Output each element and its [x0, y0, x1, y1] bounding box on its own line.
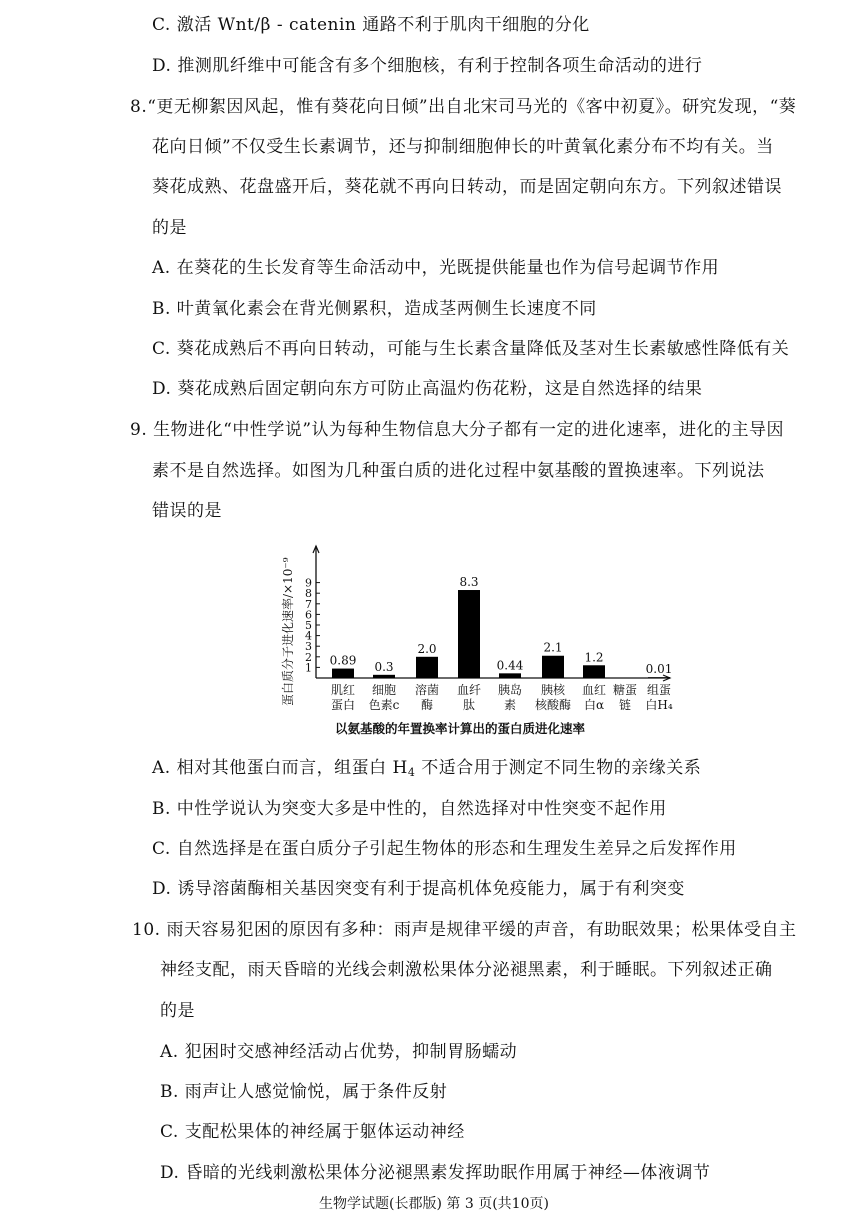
y-tick-label: 7: [305, 597, 312, 611]
y-tick-label: 6: [305, 608, 312, 622]
q9-stem: 错误的是: [152, 501, 222, 521]
q9-option-c: C. 自然选择是在蛋白质分子引起生物体的形态和生理发生差异之后发挥作用: [152, 839, 737, 859]
category-label: 组蛋: [646, 683, 672, 697]
q8-stem: 8.“更无柳絮因风起，惟有葵花向日倾”出自北宋司马光的《客中初夏》。研究发现，“葵: [130, 97, 797, 117]
chart-caption: 以氨基酸的年置换率计算出的蛋白质进化速率: [334, 721, 586, 736]
category-label: 血纤: [456, 683, 482, 697]
bar: [373, 675, 395, 678]
bar-value-label: 0.89: [329, 653, 357, 668]
bar: [583, 665, 605, 678]
bar-value-label: 2.0: [417, 641, 437, 656]
category-label: 溶菌: [414, 683, 440, 697]
q9-stem: 9. 生物进化“中性学说”认为每种生物信息大分子都有一定的进化速率，进化的主导因: [130, 420, 785, 440]
q10-stem: 10. 雨天容易犯困的原因有多种：雨声是规律平缓的声音，有助眠效果；松果体受自主: [132, 920, 797, 940]
category-label: 细胞: [371, 683, 397, 697]
y-axis-label: 蛋白质分子进化速率/×10⁻⁹: [281, 557, 295, 706]
q7-option-d: D. 推测肌纤维中可能含有多个细胞核，有利于控制各项生命活动的进行: [152, 56, 703, 76]
y-tick-label: 1: [305, 661, 312, 675]
bar-value-label: 0.3: [374, 659, 394, 674]
y-tick-label: 8: [305, 587, 312, 601]
protein-evolution-rate-chart: [270, 532, 700, 742]
bar-value-label: 8.3: [459, 575, 479, 590]
bar: [542, 656, 564, 678]
q10-stem: 神经支配，雨天昏暗的光线会刺激松果体分泌褪黑素，利于睡眠。下列叙述正确: [160, 960, 773, 980]
q9-option-a-subscript: 4: [407, 766, 416, 779]
q9-option-d: D. 诱导溶菌酶相关基因突变有利于提高机体免疫能力，属于有利突变: [152, 879, 685, 899]
page-footer: 生物学试题(长郡版) 第 3 页(共10页): [319, 1196, 549, 1212]
q10-option-c: C. 支配松果体的神经属于躯体运动神经: [160, 1122, 465, 1142]
category-label: 肽: [462, 698, 476, 712]
q8-stem: 的是: [152, 218, 187, 238]
q8-option-d: D. 葵花成熟后固定朝向东方可防止高温灼伤花粉，这是自然选择的结果: [152, 379, 703, 399]
category-label: 白H₄: [645, 698, 673, 712]
bar: [499, 673, 521, 678]
category-label: 蛋白: [330, 698, 356, 712]
category-label: 核酸酶: [534, 698, 572, 712]
q9-option-a: [152, 757, 701, 784]
category-label: 色素c: [368, 698, 400, 712]
q9-option-b: B. 中性学说认为突变大多是中性的，自然选择对中性突变不起作用: [152, 799, 667, 819]
q8-option-a: A. 在葵花的生长发育等生命活动中，光既提供能量也作为信号起调节作用: [152, 258, 720, 278]
category-label: 胰核: [540, 683, 566, 697]
bar-value-label: 1.2: [584, 650, 604, 665]
q7-option-c: C. 激活 Wnt/β - catenin 通路不利于肌肉干细胞的分化: [152, 15, 590, 35]
q9-option-a-text: 不适合用于测定不同生物的亲缘关系: [415, 758, 702, 778]
y-tick-label: 5: [305, 619, 312, 632]
y-tick-label: 9: [305, 576, 312, 590]
q8-stem: 葵花成熟、花盘盛开后，葵花就不再向日转动，而是固定朝向东方。下列叙述错误: [152, 177, 782, 197]
q9-option-a-text: A. 相对其他蛋白而言，组蛋白 H: [152, 758, 408, 778]
q10-option-d: D. 昏暗的光线刺激松果体分泌褪黑素发挥助眠作用属于神经—体液调节: [160, 1163, 711, 1183]
category-label: 血红: [581, 683, 607, 697]
category-label: 糖蛋: [612, 683, 638, 697]
category-label: 胰岛: [497, 683, 523, 697]
q10-option-b: B. 雨声让人感觉愉悦，属于条件反射: [160, 1082, 448, 1102]
bar: [416, 657, 438, 678]
category-label: 素: [503, 698, 517, 712]
bar-value-label: 0.44: [496, 658, 524, 673]
q10-stem: 的是: [160, 1001, 195, 1021]
bar: [332, 669, 354, 678]
bar: [648, 677, 670, 678]
y-tick-label: 3: [305, 640, 312, 654]
bar: [458, 590, 480, 678]
category-label: 白α: [583, 698, 605, 712]
bar-value-label: 0.01: [645, 662, 673, 677]
category-label: 酶: [420, 698, 434, 712]
q8-option-b: B. 叶黄氧化素会在背光侧累积，造成茎两侧生长速度不同: [152, 299, 597, 319]
q10-option-a: A. 犯困时交感神经活动占优势，抑制胃肠蠕动: [160, 1042, 518, 1062]
category-label: 肌红: [330, 683, 356, 697]
bar-value-label: 2.1: [543, 640, 563, 655]
q8-option-c: C. 葵花成熟后不再向日转动，可能与生长素含量降低及茎对生长素敏感性降低有关: [152, 339, 790, 359]
category-label: 链: [618, 698, 632, 712]
q9-stem: 素不是自然选择。如图为几种蛋白质的进化过程中氨基酸的置换速率。下列说法: [152, 461, 765, 481]
y-tick-label: 4: [305, 629, 312, 643]
y-tick-label: 2: [305, 650, 312, 664]
q8-stem: 花向日倾”不仅受生长素调节，还与抑制细胞伸长的叶黄氧化素分布不均有关。当: [152, 137, 774, 157]
